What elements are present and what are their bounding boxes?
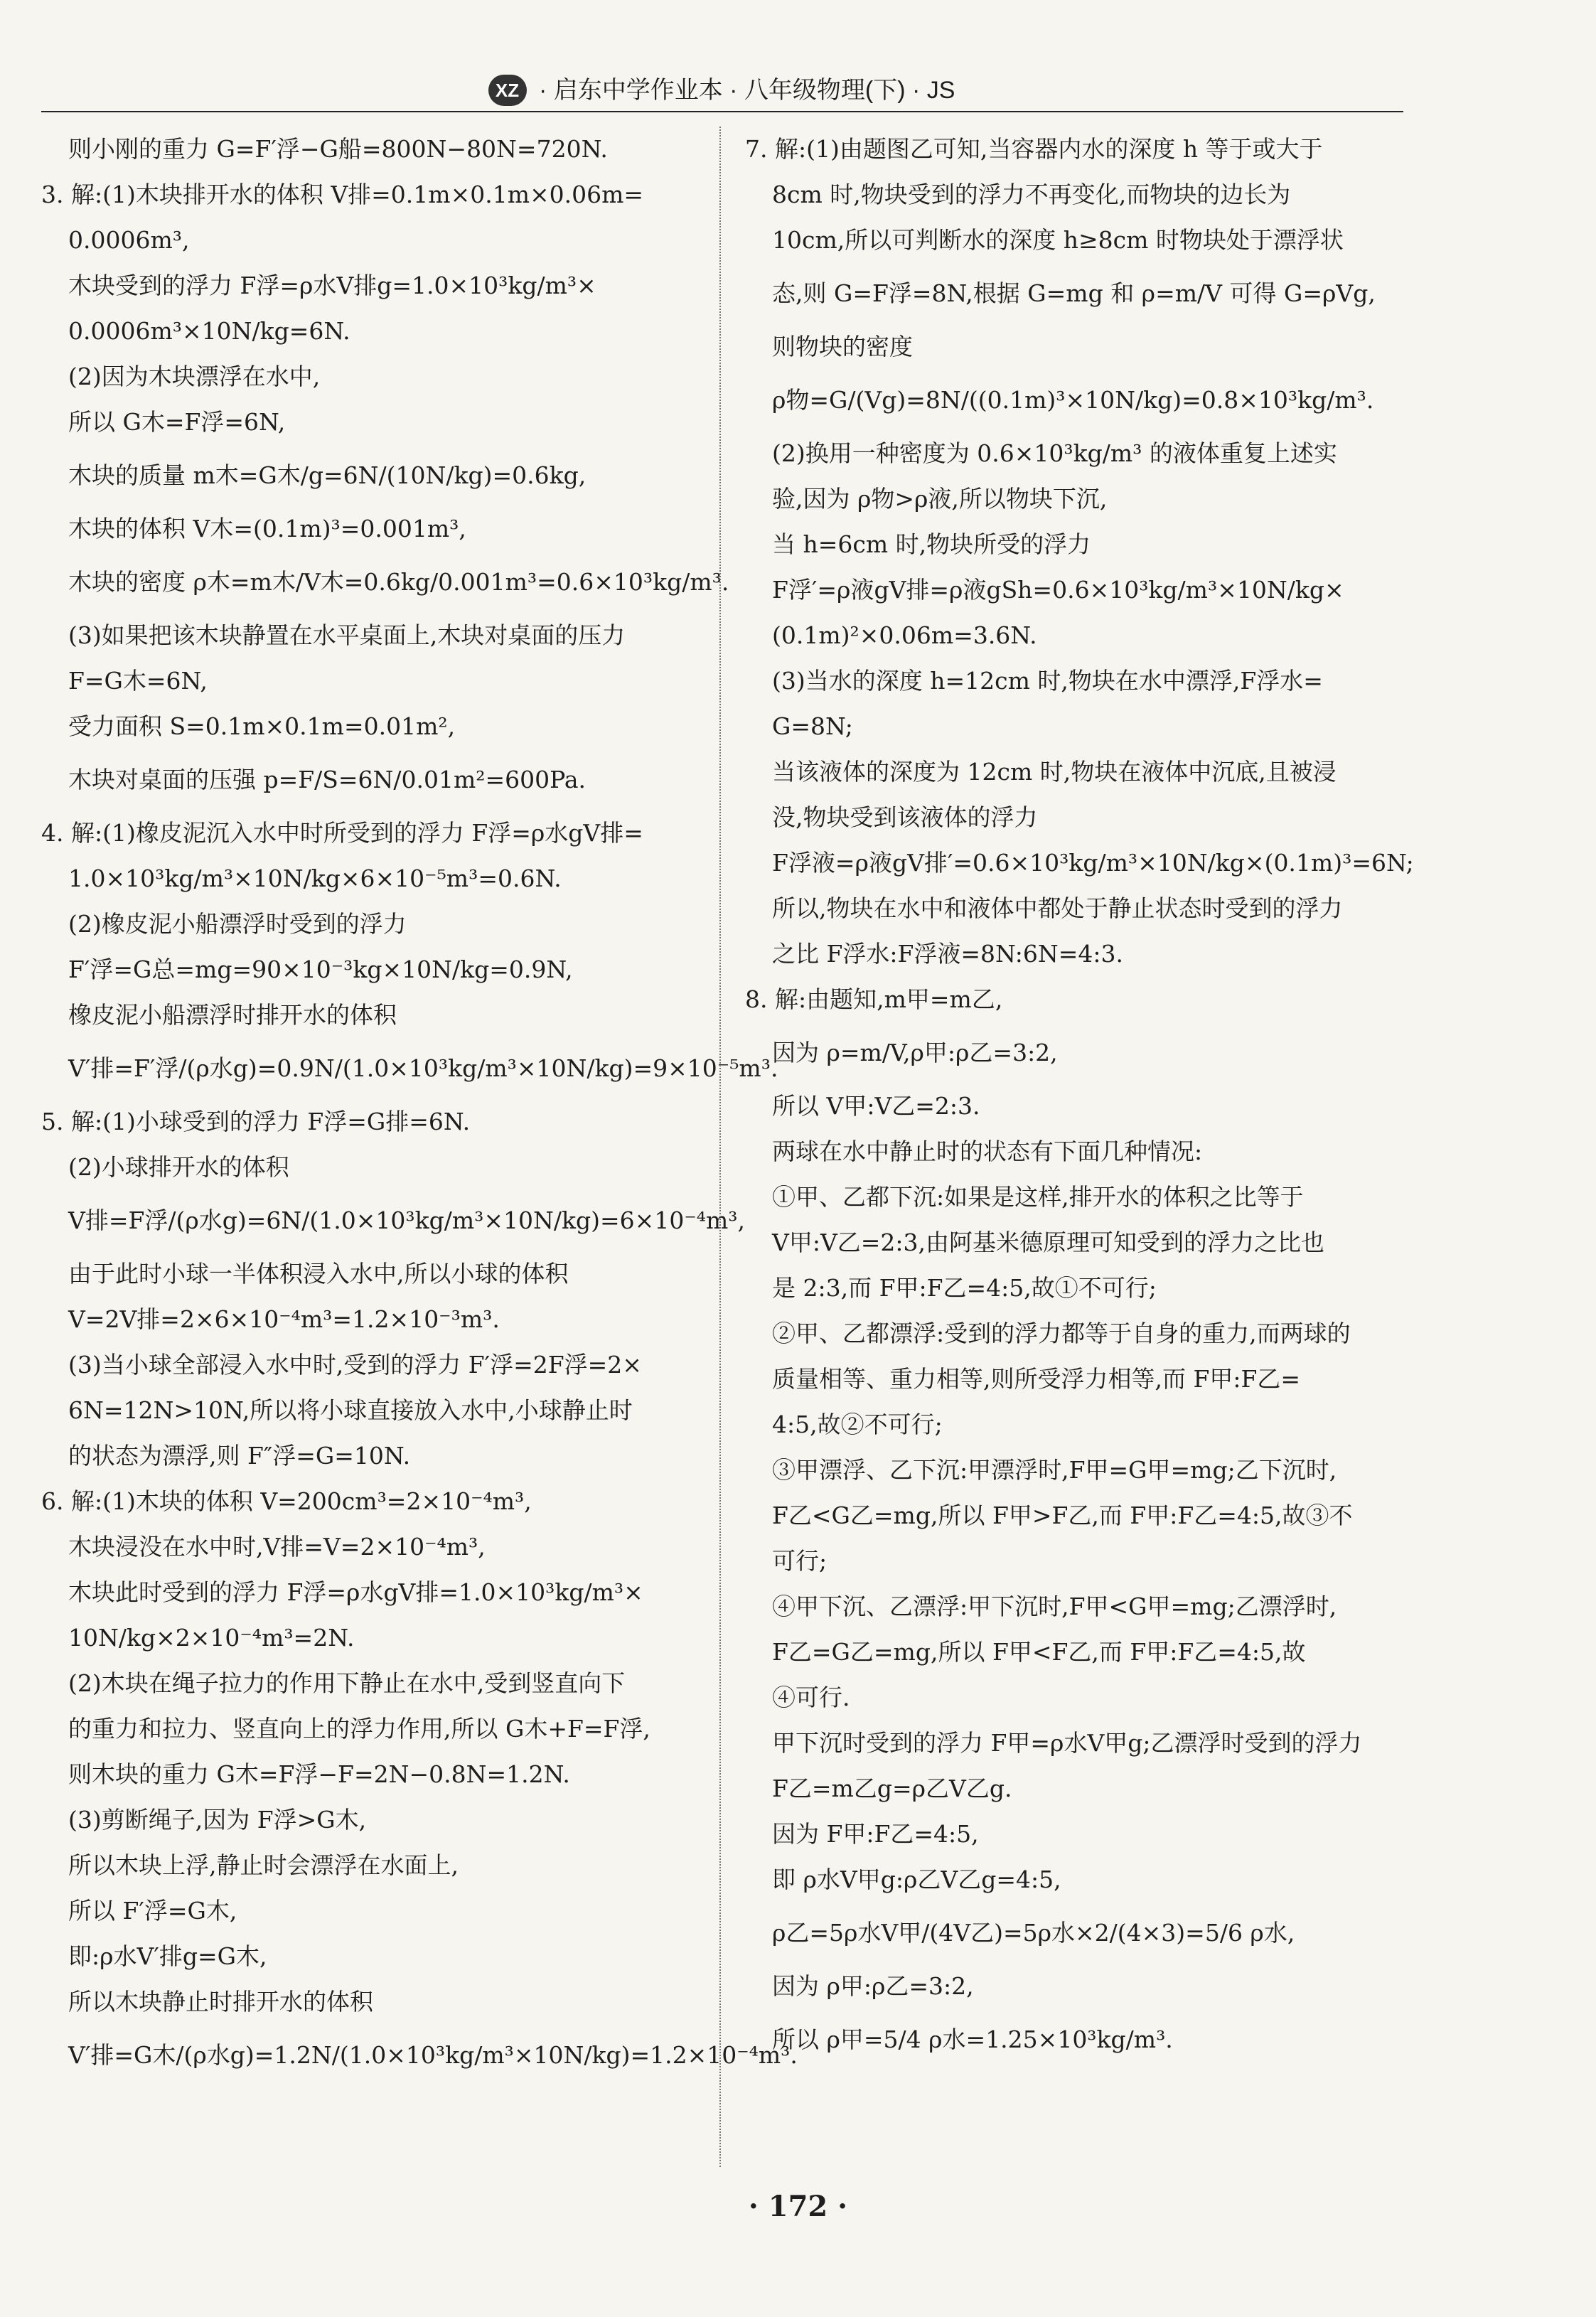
text-line: 7. 解:(1)由题图乙可知,当容器内水的深度 h 等于或大于: [745, 135, 1323, 163]
text-line: 的重力和拉力、竖直向上的浮力作用,所以 G木+F=F浮,: [68, 1715, 650, 1743]
text-line: (3)如果把该木块静置在水平桌面上,木块对桌面的压力: [68, 621, 626, 649]
text-line: 则木块的重力 G木=F浮−F=2N−0.8N=1.2N.: [68, 1760, 570, 1788]
text-line: 态,则 G=F浮=8N,根据 G=mg 和 ρ=m/V 可得 G=ρVg,: [772, 279, 1376, 307]
text-line: (2)因为木块漂浮在水中,: [68, 363, 321, 390]
text-line: 当该液体的深度为 12cm 时,物块在液体中沉底,且被浸: [772, 758, 1337, 786]
text-line: 质量相等、重力相等,则所受浮力相等,而 F甲:F乙=: [772, 1365, 1301, 1393]
text-line: (2)小球排开水的体积: [68, 1153, 289, 1181]
text-line: F′浮=G总=mg=90×10⁻³kg×10N/kg=0.9N,: [68, 956, 573, 983]
text-line: 3. 解:(1)木块排开水的体积 V排=0.1m×0.1m×0.06m=: [41, 181, 644, 208]
text-line: 4. 解:(1)橡皮泥沉入水中时所受到的浮力 F浮=ρ水gV排=: [41, 819, 643, 847]
text-line: 则小刚的重力 G=F′浮−G船=800N−80N=720N.: [68, 135, 608, 163]
text-line: F乙=G乙=mg,所以 F甲<F乙,而 F甲:F乙=4:5,故: [772, 1638, 1306, 1666]
text-line: 10cm,所以可判断水的深度 h≥8cm 时物块处于漂浮状: [772, 226, 1344, 254]
text-line: V甲:V乙=2:3,由阿基米德原理可知受到的浮力之比也: [772, 1229, 1325, 1256]
text-line: 即 ρ水V甲g:ρ乙V乙g=4:5,: [772, 1866, 1061, 1893]
text-line: 则物块的密度: [772, 333, 913, 360]
text-line: F乙<G乙=mg,所以 F甲>F乙,而 F甲:F乙=4:5,故③不: [772, 1502, 1353, 1529]
header-rule: [41, 111, 1403, 112]
left-column: [41, 127, 798, 2086]
text-line: 的状态为漂浮,则 F″浮=G=10N.: [68, 1442, 411, 1470]
text-line: 两球在水中静止时的状态有下面几种情况:: [772, 1138, 1203, 1165]
text-line: F乙=m乙g=ρ乙V乙g.: [772, 1775, 1012, 1802]
text-line: (3)当水的深度 h=12cm 时,物块在水中漂浮,F浮水=: [772, 667, 1323, 695]
text-line: 所以木块上浮,静止时会漂浮在水面上,: [68, 1851, 459, 1879]
text-line: 木块的质量 m木=G木/g=6N/(10N/kg)=0.6kg,: [68, 461, 587, 489]
text-line: G=8N;: [772, 712, 853, 740]
text-line: V排=F浮/(ρ水g)=6N/(1.0×10³kg/m³×10N/kg)=6×10⁻⁴m³,: [68, 1206, 745, 1234]
text-line: ②甲、乙都漂浮:受到的浮力都等于自身的重力,而两球的: [772, 1320, 1351, 1347]
text-line: V=2V排=2×6×10⁻⁴m³=1.2×10⁻³m³.: [68, 1305, 500, 1333]
text-line: 木块对桌面的压强 p=F/S=6N/0.01m²=600Pa.: [68, 766, 587, 793]
text-line: 所以 F′浮=G木,: [68, 1897, 237, 1925]
text-line: 没,物块受到该液体的浮力: [772, 803, 1038, 831]
text-line: 木块受到的浮力 F浮=ρ水V排g=1.0×10³kg/m³×: [68, 272, 596, 299]
text-line: F浮′=ρ液gV排=ρ液gSh=0.6×10³kg/m³×10N/kg×: [772, 576, 1344, 604]
text-line: ④甲下沉、乙漂浮:甲下沉时,F甲<G甲=mg;乙漂浮时,: [772, 1593, 1337, 1620]
text-line: 6. 解:(1)木块的体积 V=200cm³=2×10⁻⁴m³,: [41, 1487, 532, 1515]
text-line: (2)换用一种密度为 0.6×10³kg/m³ 的液体重复上述实: [772, 439, 1337, 467]
text-line: (2)橡皮泥小船漂浮时受到的浮力: [68, 910, 407, 938]
text-line: 由于此时小球一半体积浸入水中,所以小球的体积: [68, 1260, 569, 1288]
text-line: V′排=G木/(ρ水g)=1.2N/(1.0×10³kg/m³×10N/kg)=1.2×10⁻⁴m³.: [68, 2041, 798, 2069]
text-line: (3)剪断绳子,因为 F浮>G木,: [68, 1806, 367, 1834]
text-line: ρ乙=5ρ水V甲/(4V乙)=5ρ水×2/(4×3)=5/6 ρ水,: [772, 1919, 1295, 1947]
text-line: ρ物=G/(Vg)=8N/((0.1m)³×10N/kg)=0.8×10³kg/m³.: [772, 386, 1374, 414]
text-line: 8. 解:由题知,m甲=m乙,: [745, 985, 1003, 1013]
text-line: ④可行.: [772, 1684, 850, 1711]
publisher-logo: XZ: [488, 75, 527, 106]
text-line: F=G木=6N,: [68, 667, 208, 695]
text-line: F浮液=ρ液gV排′=0.6×10³kg/m³×10N/kg×(0.1m)³=6N;: [772, 849, 1414, 877]
text-line: 5. 解:(1)小球受到的浮力 F浮=G排=6N.: [41, 1108, 471, 1135]
text-line: 所以,物块在水中和液体中都处于静止状态时受到的浮力: [772, 894, 1343, 922]
text-line: 木块浸没在水中时,V排=V=2×10⁻⁴m³,: [68, 1533, 486, 1561]
page-header: [43, 70, 1400, 108]
text-line: 可行;: [772, 1547, 828, 1575]
text-line: 即:ρ水V′排g=G木,: [68, 1942, 267, 1970]
text-line: 1.0×10³kg/m³×10N/kg×6×10⁻⁵m³=0.6N.: [68, 865, 562, 892]
text-line: (0.1m)²×0.06m=3.6N.: [772, 621, 1037, 649]
text-line: 所以 ρ甲=5/4 ρ水=1.25×10³kg/m³.: [772, 2026, 1173, 2053]
text-line: V′排=F′浮/(ρ水g)=0.9N/(1.0×10³kg/m³×10N/kg)=9×10⁻⁵m³.: [68, 1054, 778, 1082]
text-line: 所以 G木=F浮=6N,: [68, 408, 286, 436]
text-line: 橡皮泥小船漂浮时排开水的体积: [68, 1001, 397, 1029]
text-line: 因为 ρ=m/V,ρ甲:ρ乙=3:2,: [772, 1039, 1058, 1066]
text-line: 因为 ρ甲:ρ乙=3:2,: [772, 1972, 974, 2000]
text-line: 6N=12N>10N,所以将小球直接放入水中,小球静止时: [68, 1396, 633, 1424]
header-title: · 启东中学作业本 · 八年级物理(下) · JS: [538, 77, 955, 105]
text-line: 0.0006m³×10N/kg=6N.: [68, 317, 350, 345]
right-column: [745, 127, 1414, 2070]
text-line: 甲下沉时受到的浮力 F甲=ρ水V甲g;乙漂浮时受到的浮力: [772, 1729, 1362, 1757]
text-line: 之比 F浮水:F浮液=8N:6N=4:3.: [772, 940, 1123, 968]
text-line: 受力面积 S=0.1m×0.1m=0.01m²,: [68, 712, 456, 740]
text-line: (2)木块在绳子拉力的作用下静止在水中,受到竖直向下: [68, 1669, 626, 1697]
text-line: 所以 V甲:V乙=2:3.: [772, 1092, 980, 1120]
column-separator: [719, 127, 721, 2167]
text-line: 8cm 时,物块受到的浮力不再变化,而物块的边长为: [772, 181, 1291, 208]
text-line: 因为 F甲:F乙=4:5,: [772, 1820, 979, 1848]
text-line: 木块的体积 V木=(0.1m)³=0.001m³,: [68, 515, 466, 542]
text-line: 10N/kg×2×10⁻⁴m³=2N.: [68, 1624, 355, 1652]
text-line: (3)当小球全部浸入水中时,受到的浮力 F′浮=2F浮=2×: [68, 1351, 642, 1379]
text-line: 木块此时受到的浮力 F浮=ρ水gV排=1.0×10³kg/m³×: [68, 1578, 643, 1606]
text-line: ①甲、乙都下沉:如果是这样,排开水的体积之比等于: [772, 1183, 1304, 1211]
text-line: ③甲漂浮、乙下沉:甲漂浮时,F甲=G甲=mg;乙下沉时,: [772, 1456, 1337, 1484]
text-line: 当 h=6cm 时,物块所受的浮力: [772, 530, 1091, 558]
text-line: 木块的密度 ρ木=m木/V木=0.6kg/0.001m³=0.6×10³kg/m³.: [68, 568, 729, 596]
text-line: 所以木块静止时排开水的体积: [68, 1988, 373, 2016]
text-line: 验,因为 ρ物>ρ液,所以物块下沉,: [772, 485, 1108, 513]
page-number: · 172 ·: [748, 2190, 848, 2223]
text-line: 0.0006m³,: [68, 226, 190, 254]
text-line: 是 2:3,而 F甲:F乙=4:5,故①不可行;: [772, 1274, 1157, 1302]
text-line: 4:5,故②不可行;: [772, 1411, 943, 1438]
